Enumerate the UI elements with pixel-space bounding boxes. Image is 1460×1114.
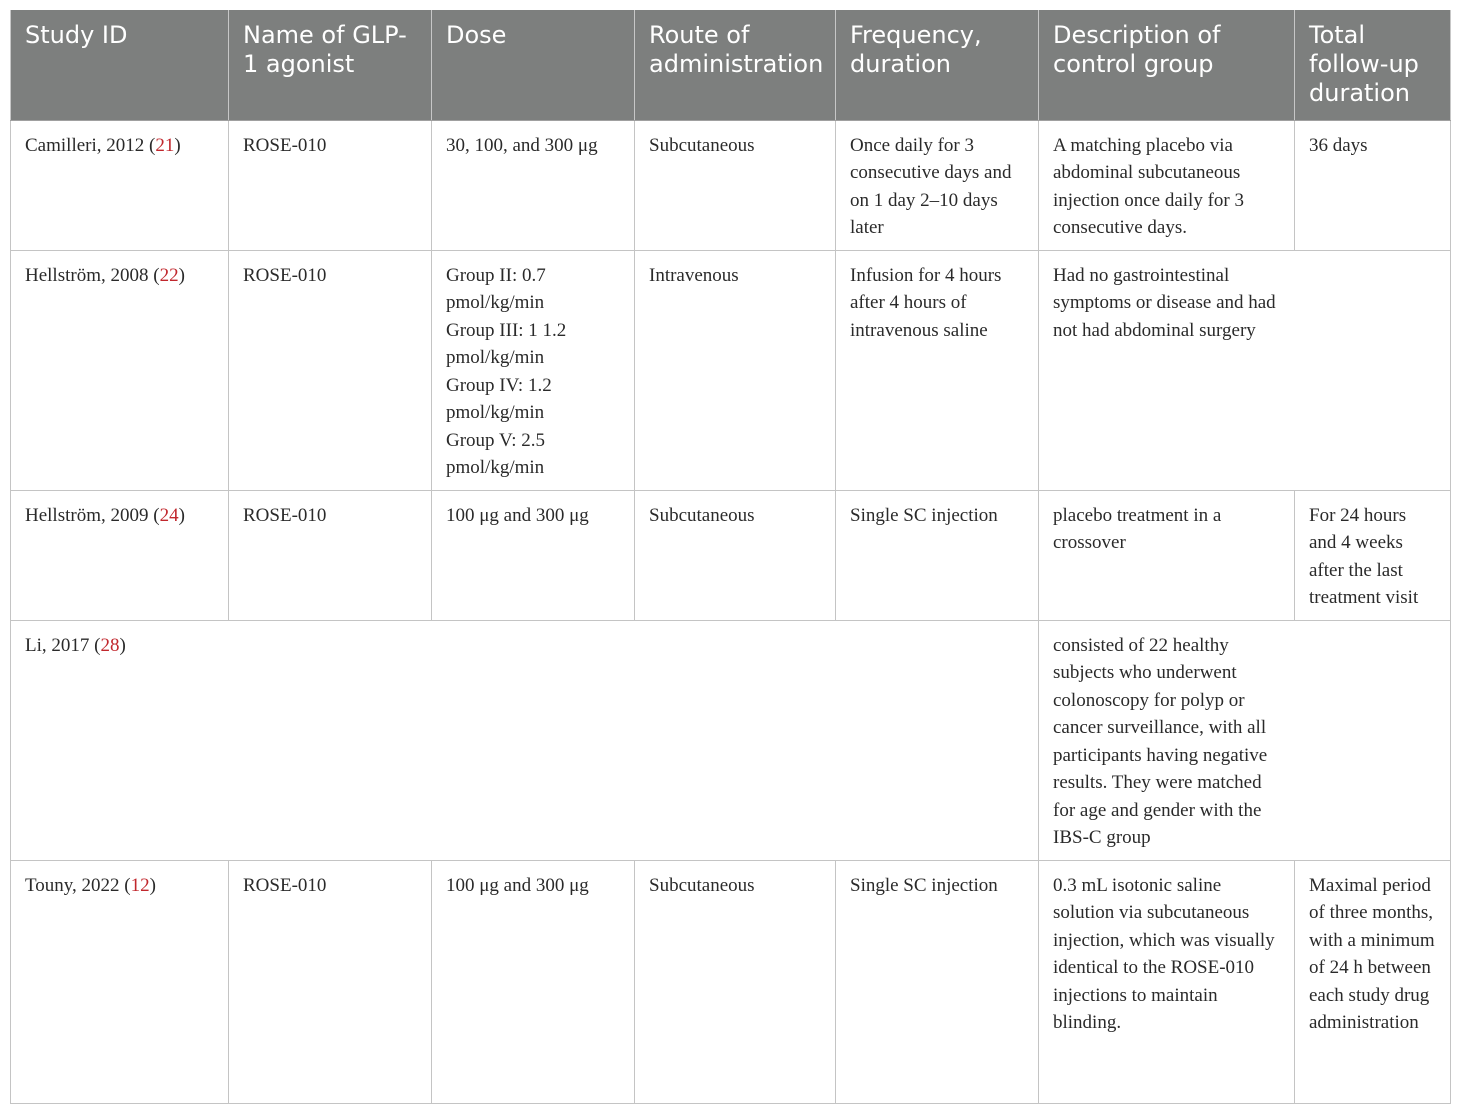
frequency-cell: Single SC injection [836, 860, 1039, 1103]
dose-cell: 100 μg and 300 μg [432, 860, 635, 1103]
reference-link[interactable]: 12 [130, 874, 150, 896]
study-id-cell [11, 620, 1039, 860]
header-study-id: Study ID [11, 10, 229, 120]
study-id-cell [11, 250, 229, 490]
study-name: Touny, 2022 ( [25, 874, 131, 896]
study-name: Li, 2017 ( [25, 634, 101, 656]
control-cell [1039, 620, 1451, 860]
control-text: Had no gastrointestinal symptoms or disease and had not had abdominal surgery [1053, 264, 1276, 341]
control-text: placebo treatment in a crossover [1053, 504, 1222, 553]
table-header-row [11, 10, 1451, 120]
study-id-cell [11, 860, 229, 1103]
frequency-cell: Infusion for 4 hours after 4 hours of intravenous saline [836, 250, 1039, 490]
study-name: Hellström, 2008 ( [25, 264, 160, 286]
agonist-cell: ROSE-010 [229, 490, 432, 620]
control-cell: A matching placebo via abdominal subcutaneous injection once daily for 3 consecutive days. [1039, 120, 1295, 250]
control-cell [1039, 490, 1295, 620]
dose-cell [432, 250, 635, 490]
route-cell: Intravenous [635, 250, 836, 490]
study-close: ) [174, 134, 181, 156]
frequency-cell: Once daily for 3 consecutive days and on 1 day 2–10 days later [836, 120, 1039, 250]
header-control-group: Description of control group [1039, 10, 1295, 120]
reference-link[interactable]: 22 [159, 264, 179, 286]
dose-cell: 30, 100, and 300 μg [432, 120, 635, 250]
dose-line: Group IV: 1.2 pmol/kg/min [446, 374, 552, 423]
route-cell: Subcutaneous [635, 490, 836, 620]
followup-cell: Maximal period of three months, with a minimum of 24 h between each study drug administration [1295, 860, 1451, 1103]
reference-link[interactable]: 24 [159, 504, 179, 526]
agonist-cell: ROSE-010 [229, 860, 432, 1103]
study-close: ) [149, 874, 156, 896]
study-name: Camilleri, 2012 ( [25, 134, 156, 156]
followup-cell: For 24 hours and 4 weeks after the last treatment visit [1295, 490, 1451, 620]
study-close: ) [178, 264, 185, 286]
table-row [11, 250, 1451, 490]
control-text: consisted of 22 healthy subjects who underwent colonoscopy for polyp or cancer surveillance, with all participants having negative results. They were matched for age and gender with the IBS-C group [1053, 634, 1268, 848]
control-cell: 0.3 mL isotonic saline solution via subcutaneous injection, which was visually identical to the ROSE-010 injections to maintain blinding. [1039, 860, 1295, 1103]
dose-line: Group III: 1 1.2 pmol/kg/min [446, 319, 567, 368]
study-id-cell [11, 120, 229, 250]
route-cell: Subcutaneous [635, 860, 836, 1103]
header-route: Route of administration [635, 10, 836, 120]
table-row [11, 120, 1451, 250]
header-agonist-name: Name of GLP-1 agonist [229, 10, 432, 120]
dose-line: Group II: 0.7 pmol/kg/min [446, 264, 546, 313]
header-dose: Dose [432, 10, 635, 120]
header-follow-up: Total follow-up duration [1295, 10, 1451, 120]
agonist-cell: ROSE-010 [229, 250, 432, 490]
study-characteristics-table [10, 10, 1451, 1104]
header-frequency: Frequency, duration [836, 10, 1039, 120]
study-close: ) [178, 504, 185, 526]
frequency-cell: Single SC injection [836, 490, 1039, 620]
table-row [11, 860, 1451, 1103]
reference-link[interactable]: 21 [155, 134, 175, 156]
table-row [11, 490, 1451, 620]
followup-cell: 36 days [1295, 120, 1451, 250]
agonist-cell: ROSE-010 [229, 120, 432, 250]
study-name: Hellström, 2009 ( [25, 504, 160, 526]
dose-line: Group V: 2.5 pmol/kg/min [446, 429, 546, 478]
route-cell: Subcutaneous [635, 120, 836, 250]
dose-cell: 100 μg and 300 μg [432, 490, 635, 620]
reference-link[interactable]: 28 [100, 634, 120, 656]
study-close: ) [119, 634, 126, 656]
study-id-cell [11, 490, 229, 620]
table-row [11, 620, 1451, 860]
control-cell [1039, 250, 1451, 490]
